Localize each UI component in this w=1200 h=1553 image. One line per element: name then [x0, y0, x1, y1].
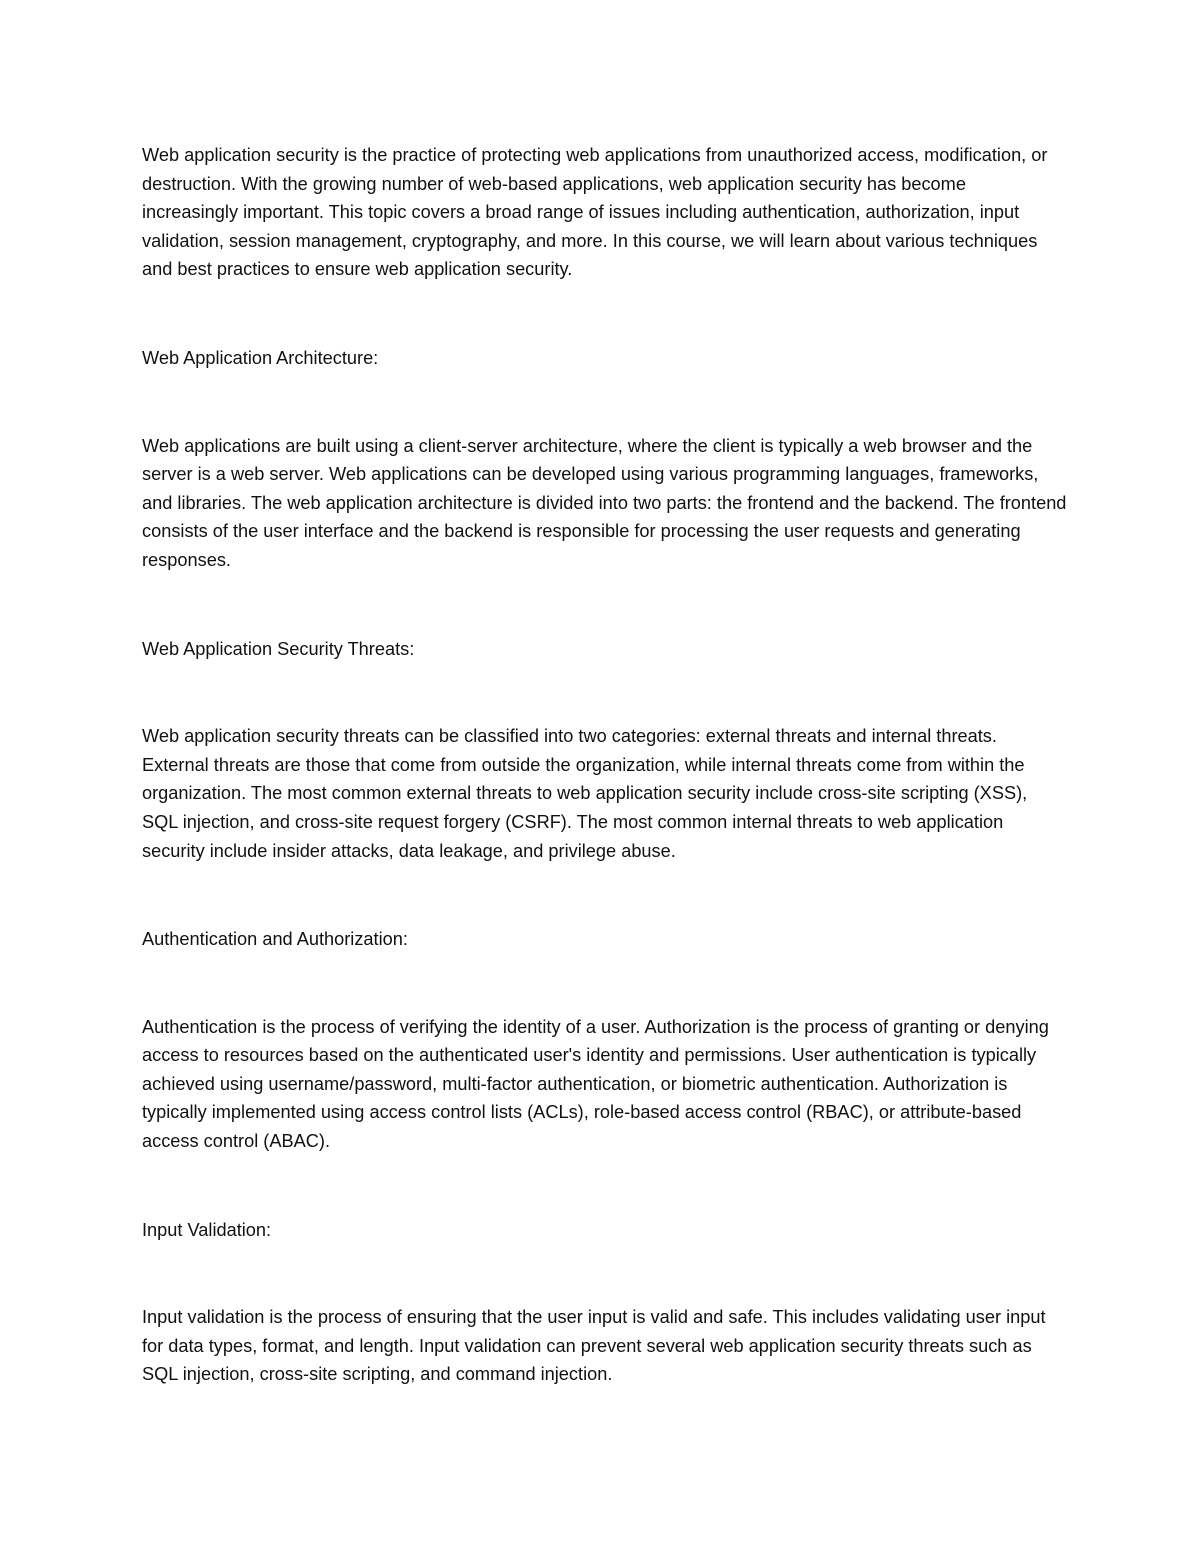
section-heading-authentication: Authentication and Authorization:	[142, 929, 408, 950]
intro-paragraph: Web application security is the practice of protecting web applications from unauthorized access, modification, or destruction. With the growing number of web-based applications, web application security has become increasingly important. This topic covers a broad range of issues including authentication, authorization, input validation, session management, cryptography, and more. In this course, we will learn about various techniques and best practices to ensure web application security.	[142, 145, 1048, 280]
spacer	[142, 284, 1067, 344]
document-page	[142, 141, 1067, 1389]
spacer	[142, 373, 1067, 432]
spacer	[142, 663, 1067, 722]
spacer	[142, 1156, 1067, 1216]
spacer	[142, 865, 1067, 925]
section-body-input-validation: Input validation is the process of ensuring that the user input is valid and safe. This includes validating user input for data types, format, and length. Input validation can prevent several web application security threats such as SQL injection, cross-site scripting, and command injection.	[142, 1307, 1046, 1385]
section-heading-threats: Web Application Security Threats:	[142, 638, 415, 659]
section-body-threats: Web application security threats can be classified into two categories: external threats and internal threats. External threats are those that come from outside the organization, while internal threats come from within the organization. The most common external threats to web application security include cross-site scripting (XSS), SQL injection, and cross-site request forgery (CSRF). The most common internal threats to web application security include insider attacks, data leakage, and privilege abuse.	[142, 726, 1028, 861]
section-heading-architecture: Web Application Architecture:	[142, 347, 379, 368]
section-heading-input-validation: Input Validation:	[142, 1219, 272, 1240]
spacer	[142, 575, 1067, 635]
spacer	[142, 1244, 1067, 1303]
spacer	[142, 954, 1067, 1013]
section-body-architecture: Web applications are built using a client-server architecture, where the client is typically a web browser and the server is a web server. Web applications can be developed using various programming languages, frameworks, and libraries. The web application architecture is divided into two parts: the frontend and the backend. The frontend consists of the user interface and the backend is responsible for processing the user requests and generating responses.	[142, 435, 1067, 570]
section-body-authentication: Authentication is the process of verifying the identity of a user. Authorization is the process of granting or denying access to resources based on the authenticated user's identity and permissions. User authentication is typically achieved using username/password, multi-factor authentication, or biometric authentication. Authorization is typically implemented using access control lists (ACLs), role-based access control (RBAC), or attribute-based access control (ABAC).	[142, 1016, 1049, 1152]
